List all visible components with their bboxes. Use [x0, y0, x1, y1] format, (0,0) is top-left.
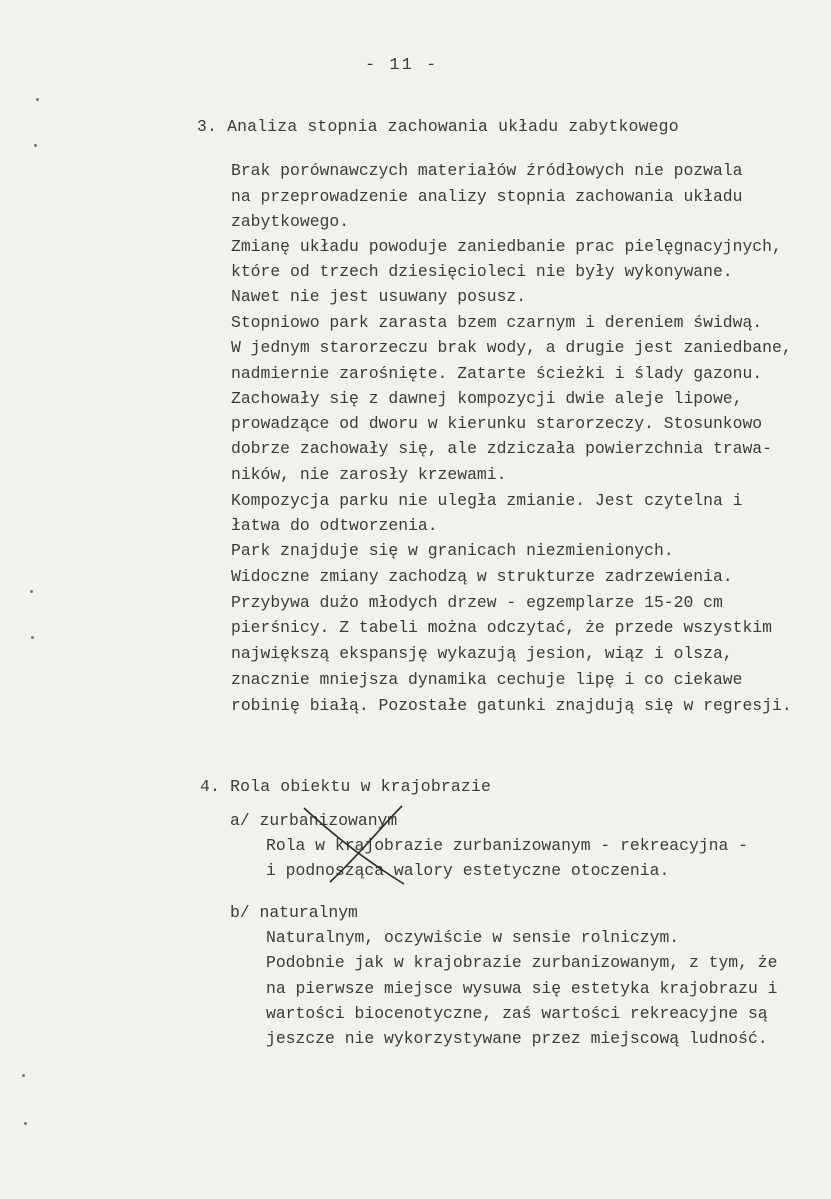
- subsection-a-label: a/ zurbanizowanym: [230, 811, 398, 830]
- section-3-line: na przeprowadzenie analizy stopnia zachowania układu: [231, 187, 743, 206]
- margin-speck: [36, 98, 39, 101]
- subsection-b-label: b/ naturalnym: [230, 903, 358, 922]
- margin-speck: [31, 636, 34, 639]
- subsection-b-line: jeszcze nie wykorzystywane przez miejscową ludność.: [266, 1029, 768, 1048]
- subsection-b-line: wartości biocenotyczne, zaś wartości rekreacyjne są: [266, 1004, 768, 1023]
- page-number: - 11 -: [365, 56, 439, 75]
- section-3-line: Stopniowo park zarasta bzem czarnym i dereniem świdwą.: [231, 313, 763, 332]
- section-3-line: największą ekspansję wykazują jesion, wiąz i olsza,: [231, 644, 733, 663]
- section-3-line: Nawet nie jest usuwany posusz.: [231, 287, 527, 306]
- section-3-heading: 3. Analiza stopnia zachowania układu zabytkowego: [197, 117, 679, 136]
- subsection-a-line: i podnosząca walory estetyczne otoczenia.: [266, 861, 670, 880]
- handwritten-cross-out-mark: [300, 804, 410, 886]
- section-3-line: Przybywa dużo młodych drzew - egzemplarze 15-20 cm: [231, 593, 723, 612]
- section-3-line: ników, nie zarosły krzewami.: [231, 465, 507, 484]
- section-3-line: Zachowały się z dawnej kompozycji dwie aleje lipowe,: [231, 389, 743, 408]
- section-3-line: Zmianę układu powoduje zaniedbanie prac pielęgnacyjnych,: [231, 237, 782, 256]
- section-3-line: nadmiernie zarośnięte. Zatarte ścieżki i ślady gazonu.: [231, 364, 763, 383]
- margin-speck: [22, 1074, 25, 1077]
- section-4-heading: 4. Rola obiektu w krajobrazie: [200, 777, 492, 796]
- margin-speck: [24, 1122, 27, 1125]
- section-3-line: Widoczne zmiany zachodzą w strukturze zadrzewienia.: [231, 567, 733, 586]
- subsection-b-line: Naturalnym, oczywiście w sensie rolniczym.: [266, 928, 680, 947]
- margin-speck: [34, 144, 37, 147]
- subsection-b-line: na pierwsze miejsce wysuwa się estetyka krajobrazu i: [266, 979, 778, 998]
- section-3-line: W jednym starorzeczu brak wody, a drugie jest zaniedbane,: [231, 338, 792, 357]
- section-3-line: Brak porównawczych materiałów źródłowych nie pozwala: [231, 161, 743, 180]
- section-3-line: robinię białą. Pozostałe gatunki znajdują się w regresji.: [231, 696, 792, 715]
- section-3-line: zabytkowego.: [231, 212, 350, 231]
- section-3-line: Kompozycja parku nie uległa zmianie. Jest czytelna i: [231, 491, 743, 510]
- section-3-line: dobrze zachowały się, ale zdziczała powierzchnia trawa-: [231, 439, 772, 458]
- section-3-line: łatwa do odtworzenia.: [231, 516, 438, 535]
- section-3-line: znacznie mniejsza dynamika cechuje lipę i co ciekawe: [231, 670, 743, 689]
- section-3-line: które od trzech dziesięcioleci nie były wykonywane.: [231, 262, 733, 281]
- subsection-b-line: Podobnie jak w krajobrazie zurbanizowanym, z tym, że: [266, 953, 778, 972]
- section-3-line: prowadzące od dworu w kierunku starorzeczy. Stosunkowo: [231, 414, 763, 433]
- subsection-a-line: Rola w krajobrazie zurbanizowanym - rekreacyjna -: [266, 836, 748, 855]
- section-3-line: Park znajduje się w granicach niezmienionych.: [231, 541, 674, 560]
- section-3-line: pierśnicy. Z tabeli można odczytać, że przede wszystkim: [231, 618, 772, 637]
- margin-speck: [30, 590, 33, 593]
